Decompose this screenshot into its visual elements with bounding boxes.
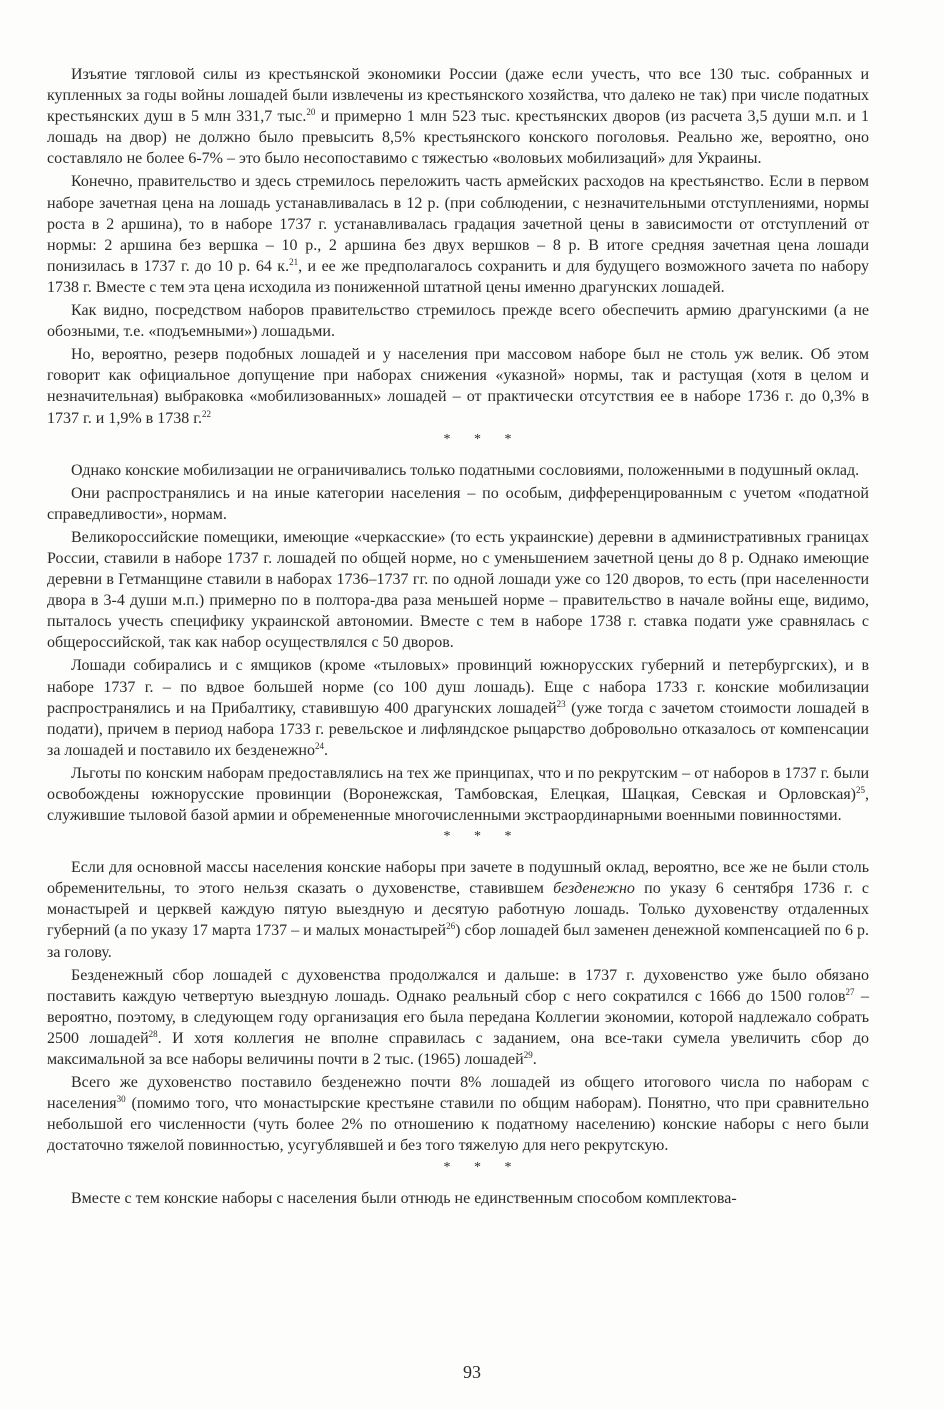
paragraph-8: Лошади собирались и с ямщиков (кроме «тыловых» провинций южнорусских губерний и петербургских), и в наборе 1737 г. – по вдвое большей норме (со 100 душ лошадь). Еще с набора 1733 г. конские мобилизации распространялись и на Прибалтику, ставившую 400 драгунских лошадей$^{23}$ (уже тогда с зачетом стоимости лошадей в подати), причем в период набора 1733 г. ревельское и лифляндское рыцарство добровольно отказалось от компенсации за лошадей и поставило их безденежно$^{24}$. <box>47 657 870 759</box>
page-body <box>47 64 869 1209</box>
paragraph-5: Однако конские мобилизации не ограничивались только податными сословиями, положенными в подушный оклад. <box>71 461 860 479</box>
paragraph-11: Безденежный сбор лошадей с духовенства продолжался и дальше: в 1737 г. духовенство уже было обязано поставить каждую четвертую выездную лошадь. Однако реальный сбор с него сократился с 1666 до 1500 голов$^{27}$ – вероятно, поэтому, в следующем году организация его была передана Коллегии экономии, которой надлежало собрать 2500 лошадей$^{28}$. И хотя коллегия не вполне справилась с заданием, она все-таки сумела увеличить сбор до максимальной за все наборы величины почти в 2 тыс. (1965) лошадей$^{29}$. <box>47 966 869 1069</box>
section-separator: * * * <box>443 1159 513 1175</box>
footnote-ref[interactable]: 26 <box>446 921 456 932</box>
footnote-ref[interactable]: 20 <box>306 107 316 118</box>
paragraph-10: Если для основной массы населения конские наборы при зачете в подушный оклад, вероятно, все же не были столь обременительны, то этого нельзя сказать о духовенстве, ставившем безденежно по указу 6 сентября 1736 г. с монастырей и церквей каждую пятую выездную и десятую работную лошадь. Только духовенству отдаленных губерний (а по указу 17 марта 1737 – и малых монастырей$^{26}$) сбор лошадей был заменен денежной компенсацией по 6 р. за голову. <box>47 859 870 961</box>
footnote-ref[interactable]: 22 <box>201 408 211 419</box>
footnote-ref[interactable]: 30 <box>116 1094 126 1105</box>
paragraph-7: Великороссийские помещики, имеющие «черкасские» (то есть украинские) деревни в административных границах России, ставили в наборе 1737 г. лошадей по общей норме, но с уменьшением зачетной цены до 8 р. Однако имеющие деревни в Гетманщине ставили в наборах 1736–1737 гг. по одной лошади уже со 120 дворов, то есть (при населенности двора в 3-4 души м.п.) примерно по в полтора-два раза меньшей норме – правительство в начале войны еще, видимо, пыталось учесть специфику украинской автономии. Вместе с тем в наборе 1738 г. ставка подати уже сравнялась с общероссийской, так как набор осуществлялся с 50 дворов. <box>47 528 869 652</box>
section-separator: * * * <box>443 829 513 845</box>
footnote-ref[interactable]: 23 <box>556 698 566 709</box>
paragraph-4: Но, вероятно, резерв подобных лошадей и у населения при массовом наборе был не столь уж велик. Об этом говорит как официальное допущение при наборах снижения «указной» нормы, так и растущая (хотя в целом и незначительная) выбраковка «мобилизованных» лошадей – от практически отсутствия ее в наборе 1736 г. до 0,3% в 1737 г. и 1,9% в 1738 г.$^{22}$ <box>47 346 869 427</box>
section-separator: * * * <box>443 431 513 447</box>
paragraph-6: Они распространялись и на иные категории населения – по особым, дифференцированным с учетом «податной справедливости», нормам. <box>47 484 869 523</box>
paragraph-12: Всего же духовенство поставило безденежно почти 8% лошадей из общего итогового числа по наборам с населения$^{30}$ (помимо того, что монастырские крестьяне ставили по общим наборам). Понятно, что при сравнительно небольшой его численности (чуть более 2% по отношению к податному населению) конские наборы с него были достаточно тяжелой повинностью, усугублявшей и без того тяжелую для него рекрутскую. <box>47 1074 869 1155</box>
paragraph-2: Конечно, правительство и здесь стремилось переложить часть армейских расходов на крестьянство. Если в первом наборе зачетная цена на лошадь устанавливалась в 12 р. (при соблюдении, с незначительными отступлениями, нормы роста в 2 аршина), то в наборе 1737 г. устанавливалась градация зачетной цены в зависимости от отступлений от нормы: 2 аршина без вершка – 10 р., 2 аршина без двух вершков – 8 р. В итоге средняя зачетная цена лошади понизилась в 1737 г. до 10 р. 64 к.$^{21}$, и ее же предполагалось сохранить и для будущего возможного зачета по набору 1738 г. Вместе с тем эта цена исходила из пониженной штатной цены именно драгунских лошадей. <box>47 173 869 296</box>
paragraph-13: Вместе с тем конские наборы с населения были отнюдь не единственным способом комплектова- <box>71 1189 737 1207</box>
footnote-ref[interactable]: 27 <box>845 986 855 997</box>
footnote-ref[interactable]: 21 <box>289 256 299 267</box>
paragraph-9: Льготы по конским наборам предоставлялись на тех же принципах, что и по рекрутским – от наборов в 1737 г. были освобождены южнорусские провинции (Воронежская, Тамбовская, Елецкая, Шацкая, Севская и Орловская)$^{25}$, служившие тыловой базой армии и обремененные многочисленными экстраординарными военными повинностями. <box>47 764 869 825</box>
footnote-ref[interactable]: 28 <box>148 1028 158 1039</box>
footnote-ref[interactable]: 25 <box>856 785 865 795</box>
footnote-ref[interactable]: 24 <box>315 740 324 751</box>
page-number: 93 <box>463 1362 481 1382</box>
paragraph-1: Изъятие тягловой силы из крестьянской экономики России (даже если учесть, что все 130 тыс. собранных и купленных за годы войны лошадей были извлечены из крестьянского хозяйства, что далеко не так) при числе податных крестьянских душ в 5 млн 331,7 тыс.$^{20}$ и примерно 1 млн 523 тыс. крестьянских дворов (из расчета 3,5 души м.п. и 1 лошадь на двор) не должно было превысить 8,5% крестьянского конского поголовья. Реально же, вероятно, оно составляло не более 6-7% – это было несопоставимо с тяжестью «воловьих мобилизаций» для Украины. <box>47 66 869 168</box>
footnote-ref[interactable]: 29 <box>523 1050 533 1061</box>
paragraph-3: Как видно, посредством наборов правительство стремилось прежде всего обеспечить армию драгунскими (а не обозными, т.е. «подъемными») лошадьми. <box>47 302 869 341</box>
